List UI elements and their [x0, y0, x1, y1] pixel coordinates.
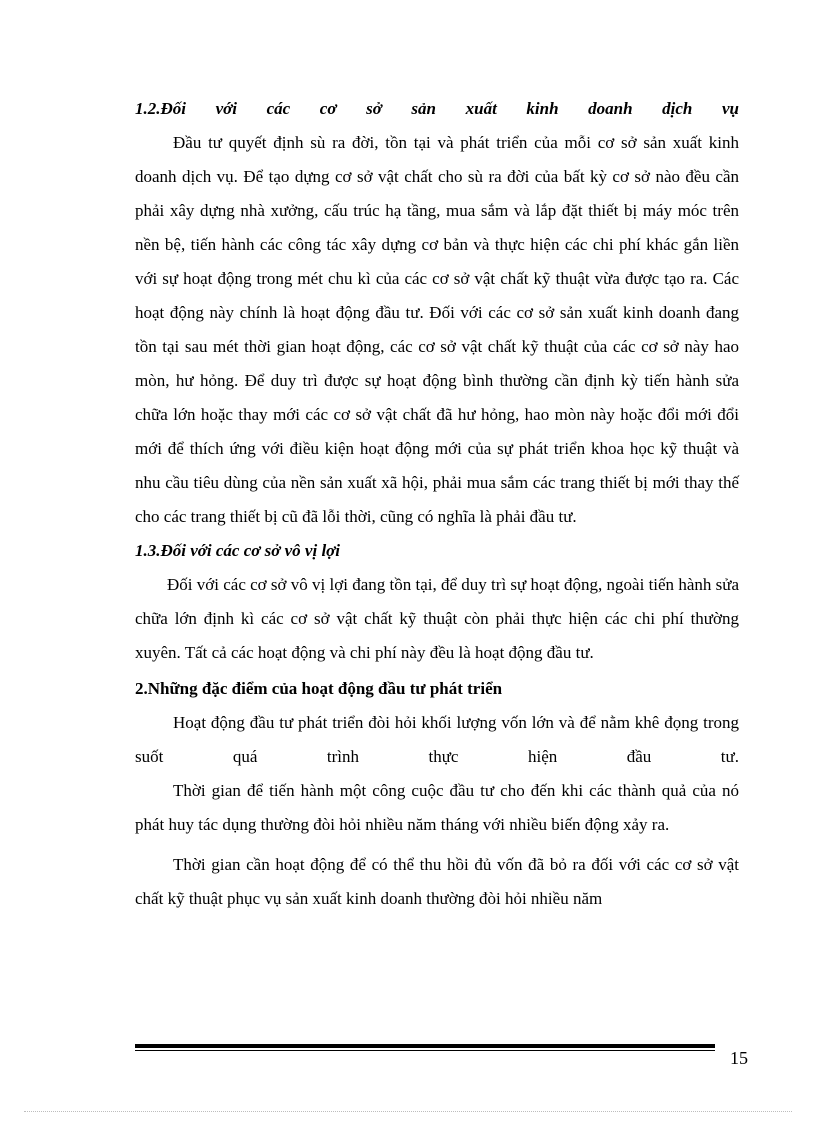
- footer-rule: [135, 1044, 715, 1051]
- heading-2: 2.Những đặc điểm của hoạt động đầu tư phát triển: [135, 679, 503, 698]
- page-number: 15: [730, 1048, 748, 1068]
- paragraph-investment-businesses: Đầu tư quyết định sù ra đời, tồn tại và phát triển của mỗi cơ sở sản xuất kinh doanh dịch vụ. Để tạo dựng cơ sở vật chất cho sù ra đời của bất kỳ cơ sở nào đều cần phải xây dựng nhà xưởng, cấu trúc hạ tầng, mua sắm và lắp đặt thiết bị máy móc trên nền bệ, tiến hành các công tác xây dựng cơ bản và thực hiện các chi phí khác gắn liền với sự hoạt động trong mét chu kì của các cơ sở vật chất kỹ thuật vừa được tạo ra. Các hoạt động này chính là hoạt động đầu tư. Đối với các cơ sở sản xuất kinh doanh đang tồn tại sau mét thời gian hoạt động, các cơ sở vật chất kỹ thuật của các cơ sở này hao mòn, hư hỏng. Để duy trì được sự hoạt động bình thường cần định kỳ tiến hành sửa chữa lớn hoặc thay mới các cơ sở vật chất đã hư hỏng, hao mòn này hoặc đổi mới đổi mới để thích ứng với điều kiện hoạt động mới của sự phát triển khoa học kỹ thuật và nhu cầu tiêu dùng của nền sản xuất xã hội, phải mua sắm các trang thiết bị mới thay thế cho các trang thiết bị cũ đã lỗi thời, cũng có nghĩa là phải đầu tư.: [135, 133, 739, 526]
- page-body: [135, 92, 739, 916]
- heading-1-3: 1.3.Đối với các cơ sở vô vị lợi: [135, 541, 341, 560]
- paragraph-capital: Hoạt động đầu tư phát triển đòi hỏi khối lượng vốn lớn và để nằm khê đọng trong suốt quá trình thực hiện đầu tư.: [135, 713, 739, 766]
- paragraph-nonprofit: Đối với các cơ sở vô vị lợi đang tồn tại, để duy trì sự hoạt động, ngoài tiến hành sửa chữa lớn định kì các cơ sở vật chất kỹ thuật còn phải thực hiện các chi phí thường xuyên. Tất cả các hoạt động và chi phí này đều là hoạt động đầu tư.: [135, 575, 739, 662]
- heading-1-2: 1.2.Đối với các cơ sở sản xuất kinh doanh dịch vụ: [135, 99, 739, 118]
- page-edge-divider: [24, 1111, 792, 1112]
- paragraph-duration: Thời gian để tiến hành một công cuộc đầu tư cho đến khi các thành quả của nó phát huy tác dụng thường đòi hỏi nhiều năm tháng với nhiều biến động xảy ra.: [135, 781, 739, 834]
- paragraph-payback: Thời gian cần hoạt động để có thể thu hồi đủ vốn đã bỏ ra đối với các cơ sở vật chất kỹ thuật phục vụ sản xuất kinh doanh thường đòi hỏi nhiều năm: [135, 855, 739, 908]
